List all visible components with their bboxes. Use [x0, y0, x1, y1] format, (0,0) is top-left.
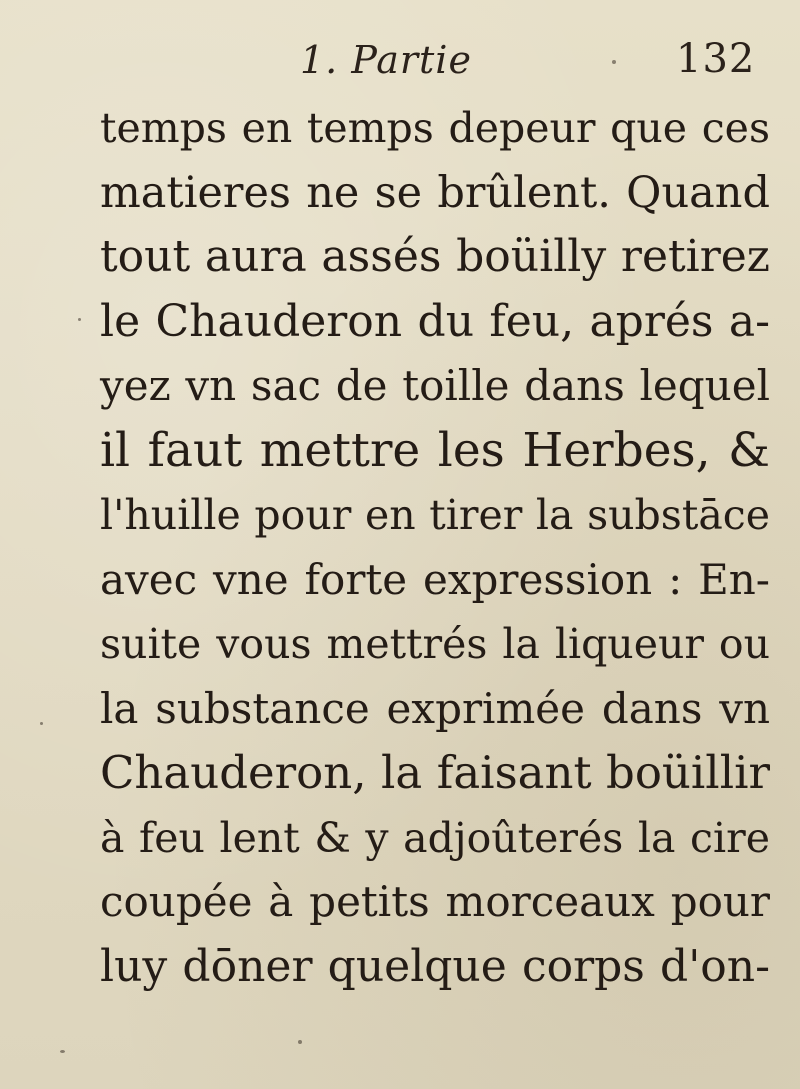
text-line: le Chauderon du feu, aprés a-	[100, 295, 770, 347]
text-line: il faut mettre les Herbes, &	[100, 422, 770, 478]
text-line: luy dōner quelque corps d'on-	[100, 940, 770, 992]
ink-speck	[40, 722, 43, 725]
running-head: 1. Partie	[300, 38, 472, 82]
ink-speck	[60, 1050, 65, 1053]
text-line: coupée à petits morceaux pour	[100, 877, 770, 926]
page-number: 132	[676, 36, 756, 82]
text-line: tout aura assés boüilly retirez	[100, 231, 770, 282]
text-line: avec vne forte expression : En-	[100, 554, 770, 604]
text-line: la substance exprimée dans vn	[100, 683, 770, 733]
body-text	[100, 96, 770, 999]
ink-speck	[298, 1040, 302, 1044]
text-line: matieres ne se brûlent. Quand	[100, 167, 770, 218]
text-line: à feu lent & y adjoûterés la cire	[100, 813, 770, 862]
text-line: yez vn sac de toille dans lequel	[100, 361, 770, 410]
page-header	[0, 30, 800, 94]
text-line: suite vous mettrés la liqueur ou	[100, 620, 770, 668]
text-line: temps en temps depeur que ces	[100, 104, 770, 152]
ink-speck	[78, 318, 81, 321]
text-line: l'huille pour en tirer la substāce	[100, 491, 770, 539]
text-line: Chauderon, la faisant boüillir	[100, 746, 770, 799]
